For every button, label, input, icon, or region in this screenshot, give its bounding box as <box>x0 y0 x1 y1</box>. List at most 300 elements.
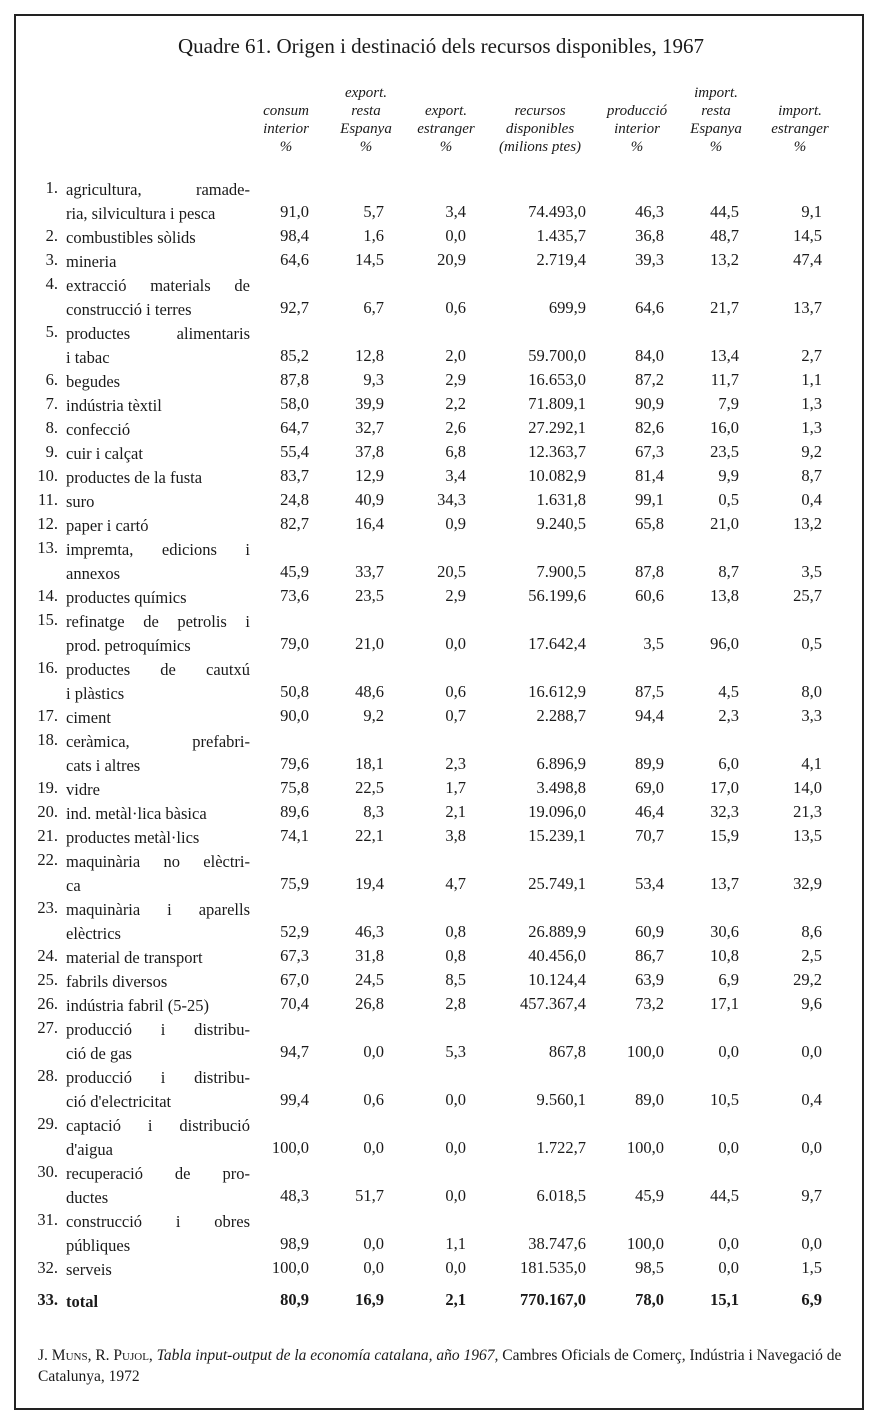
cell-value: 29,2 <box>793 970 822 989</box>
row-label-line: ceràmica, prefabri- <box>66 732 250 751</box>
row-label-line: construcció i obres <box>66 1212 250 1231</box>
row-label-line: ció d'electricitat <box>66 1092 172 1111</box>
cell-value: 0,0 <box>363 1138 384 1157</box>
cell-value: 0,5 <box>718 490 739 509</box>
table-row <box>0 778 882 802</box>
row-label-line: cats i altres <box>66 756 141 775</box>
column-header-line: resta <box>351 103 381 119</box>
table-row <box>0 850 882 895</box>
table-row <box>0 490 882 514</box>
table-row <box>0 514 882 538</box>
cell-value: 0,0 <box>445 1186 466 1205</box>
cell-value: 70,7 <box>635 826 664 845</box>
cell-value: 73,2 <box>635 994 664 1013</box>
cell-value: 32,3 <box>710 802 739 821</box>
column-header-line: % <box>709 139 723 155</box>
table-row <box>0 466 882 490</box>
cell-value: 33,7 <box>355 562 384 581</box>
row-label-line: producció i distribu- <box>66 1068 250 1087</box>
cell-value: 1,1 <box>801 370 822 389</box>
row-label <box>66 802 250 826</box>
cell-value: 64,7 <box>280 418 309 437</box>
cell-value: 13,2 <box>793 514 822 533</box>
row-label-line: begudes <box>66 372 121 391</box>
table-row <box>0 658 882 703</box>
cell-value: 59.700,0 <box>528 346 586 365</box>
source-note <box>38 1345 846 1387</box>
table-row <box>0 586 882 610</box>
source-authors: J. Muns, R. Pujol, <box>38 1347 153 1364</box>
cell-value: 2,3 <box>445 754 466 773</box>
cell-value: 1.722,7 <box>536 1138 586 1157</box>
cell-value: 39,9 <box>355 394 384 413</box>
row-label <box>66 394 250 418</box>
source-publisher: Cambres Oficials de Comerç, Indústria i Navegació de Catalunya, 1972 <box>38 1347 842 1385</box>
cell-value: 5,7 <box>363 202 384 221</box>
cell-value: 22,5 <box>355 778 384 797</box>
cell-value: 100,0 <box>626 1042 664 1061</box>
cell-value: 100,0 <box>271 1138 309 1157</box>
cell-value: 24,5 <box>355 970 384 989</box>
table-row <box>0 706 882 730</box>
cell-value: 99,4 <box>280 1090 309 1109</box>
row-label-line: prod. petroquímics <box>66 636 191 655</box>
cell-value: 2,8 <box>445 994 466 1013</box>
row-label-line: productes de cautxú <box>66 660 250 679</box>
row-number: 11. <box>37 490 58 509</box>
cell-value: 22,1 <box>355 826 384 845</box>
row-label <box>66 1018 250 1066</box>
cell-value: 9,9 <box>718 466 739 485</box>
table-row <box>0 802 882 826</box>
cell-value: 17.642,4 <box>528 634 586 653</box>
column-header-line: % <box>439 139 453 155</box>
cell-value: 0,6 <box>363 1090 384 1109</box>
cell-value: 40,9 <box>355 490 384 509</box>
cell-value: 26,8 <box>355 994 384 1013</box>
row-label-line: refinatge de petrolis i <box>66 612 250 631</box>
row-label <box>66 1258 250 1282</box>
cell-value: 79,6 <box>280 754 309 773</box>
cell-value: 46,4 <box>635 802 664 821</box>
cell-value: 100,0 <box>626 1138 664 1157</box>
cell-value: 74,1 <box>280 826 309 845</box>
cell-value: 9.560,1 <box>536 1090 586 1109</box>
cell-value: 16,0 <box>710 418 739 437</box>
cell-value: 87,8 <box>635 562 664 581</box>
cell-value: 87,8 <box>280 370 309 389</box>
cell-value: 70,4 <box>280 994 309 1013</box>
cell-value: 15.239,1 <box>528 826 586 845</box>
column-header-line: estranger <box>771 121 829 137</box>
cell-value: 94,7 <box>280 1042 309 1061</box>
row-number: 18. <box>37 730 58 749</box>
column-header-line: export. <box>424 103 468 119</box>
column-header <box>406 102 486 156</box>
cell-value: 0,6 <box>445 682 466 701</box>
cell-value: 3,5 <box>801 562 822 581</box>
row-label-line: combustibles sòlids <box>66 228 196 247</box>
cell-value: 13,5 <box>793 826 822 845</box>
cell-value: 6,8 <box>445 442 466 461</box>
row-number: 16. <box>37 658 58 677</box>
row-number: 33. <box>37 1290 58 1309</box>
row-number: 4. <box>45 274 58 293</box>
cell-value: 0,0 <box>718 1258 739 1277</box>
column-header-line: (milions ptes) <box>498 139 582 155</box>
row-label <box>66 946 250 970</box>
row-label-line: productes de la fusta <box>66 468 203 487</box>
cell-value: 1,7 <box>445 778 466 797</box>
cell-value: 11,7 <box>710 370 739 389</box>
row-label-line: indústria tèxtil <box>66 396 162 415</box>
row-number: 15. <box>37 610 58 629</box>
row-number: 31. <box>37 1210 58 1229</box>
cell-value: 26.889,9 <box>528 922 586 941</box>
cell-value: 4,7 <box>445 874 466 893</box>
cell-value: 56.199,6 <box>528 586 586 605</box>
cell-value: 9,7 <box>801 1186 822 1205</box>
cell-value: 15,9 <box>710 826 739 845</box>
cell-value: 8,7 <box>801 466 822 485</box>
row-label-line: suro <box>66 492 95 511</box>
row-label-line: indústria fabril (5-25) <box>66 996 209 1015</box>
cell-value: 7.900,5 <box>536 562 586 581</box>
cell-value: 83,7 <box>280 466 309 485</box>
column-header <box>760 102 840 156</box>
cell-value: 37,8 <box>355 442 384 461</box>
column-header-line: producció <box>606 103 668 119</box>
cell-value: 21,7 <box>710 298 739 317</box>
column-header-line: Espanya <box>690 121 742 137</box>
cell-value: 92,7 <box>280 298 309 317</box>
cell-value: 1.435,7 <box>536 226 586 245</box>
row-label <box>66 322 250 370</box>
row-label-line: producció i distribu- <box>66 1020 250 1039</box>
table-row <box>0 898 882 943</box>
row-label-line: ca <box>66 876 81 895</box>
cell-value: 0,0 <box>718 1042 739 1061</box>
cell-value: 0,7 <box>445 706 466 725</box>
cell-value: 100,0 <box>271 1258 309 1277</box>
cell-value: 47,4 <box>793 250 822 269</box>
table-row <box>0 250 882 274</box>
column-header <box>681 84 751 156</box>
cell-value: 0,8 <box>445 922 466 941</box>
cell-value: 25.749,1 <box>528 874 586 893</box>
row-label-line: públiques <box>66 1236 131 1255</box>
cell-value: 0,0 <box>363 1234 384 1253</box>
cell-value: 0,0 <box>801 1042 822 1061</box>
cell-value: 9,6 <box>801 994 822 1013</box>
cell-value: 9,3 <box>363 370 384 389</box>
table-row <box>0 1066 882 1111</box>
cell-value: 457.367,4 <box>520 994 586 1013</box>
row-number: 7. <box>45 394 58 413</box>
cell-value: 21,0 <box>355 634 384 653</box>
row-number: 6. <box>45 370 58 389</box>
cell-value: 86,7 <box>635 946 664 965</box>
cell-value: 12,9 <box>355 466 384 485</box>
cell-value: 19,4 <box>355 874 384 893</box>
column-header <box>331 84 401 156</box>
row-label-line: impremta, edicions i <box>66 540 250 559</box>
row-number: 17. <box>37 706 58 725</box>
cell-value: 3,4 <box>445 202 466 221</box>
row-label <box>66 178 250 226</box>
cell-value: 51,7 <box>355 1186 384 1205</box>
table-row <box>0 970 882 994</box>
cell-value: 0,0 <box>445 226 466 245</box>
table-row <box>0 1210 882 1255</box>
cell-value: 2,1 <box>445 802 466 821</box>
row-label <box>66 466 250 490</box>
cell-value: 96,0 <box>710 634 739 653</box>
cell-value: 87,5 <box>635 682 664 701</box>
cell-value: 2,9 <box>445 370 466 389</box>
row-number: 5. <box>45 322 58 341</box>
cell-value: 13,8 <box>710 586 739 605</box>
cell-value: 91,0 <box>280 202 309 221</box>
cell-value: 13,7 <box>710 874 739 893</box>
cell-value: 16,4 <box>355 514 384 533</box>
cell-value: 46,3 <box>355 922 384 941</box>
cell-value: 13,7 <box>793 298 822 317</box>
cell-value: 64,6 <box>280 250 309 269</box>
cell-value: 87,2 <box>635 370 664 389</box>
row-label-line: mineria <box>66 252 117 271</box>
cell-value: 89,0 <box>635 1090 664 1109</box>
cell-value: 90,9 <box>635 394 664 413</box>
row-label-line: annexos <box>66 564 121 583</box>
table-row <box>0 610 882 655</box>
row-label <box>66 274 250 322</box>
cell-value: 80,9 <box>280 1290 309 1309</box>
cell-value: 79,0 <box>280 634 309 653</box>
cell-value: 2,9 <box>445 586 466 605</box>
cell-value: 1.631,8 <box>536 490 586 509</box>
cell-value: 16,9 <box>355 1290 384 1309</box>
cell-value: 10.124,4 <box>528 970 586 989</box>
row-number: 23. <box>37 898 58 917</box>
row-number: 22. <box>37 850 58 869</box>
cell-value: 23,5 <box>710 442 739 461</box>
cell-value: 6,9 <box>718 970 739 989</box>
cell-value: 6,7 <box>363 298 384 317</box>
cell-value: 6,9 <box>801 1290 822 1309</box>
cell-value: 98,4 <box>280 226 309 245</box>
row-label-line: productes metàl·lics <box>66 828 200 847</box>
page-title: Quadre 61. Origen i destinació dels recursos disponibles, 1967 <box>177 34 705 58</box>
column-header-line: consum <box>263 103 309 119</box>
row-number: 29. <box>37 1114 58 1133</box>
cell-value: 0,5 <box>801 634 822 653</box>
row-number: 14. <box>37 586 58 605</box>
table-row <box>0 370 882 394</box>
cell-value: 0,0 <box>718 1138 739 1157</box>
row-label-line: maquinària i aparells <box>66 900 250 919</box>
cell-value: 45,9 <box>635 1186 664 1205</box>
column-header-line: disponibles <box>505 121 575 137</box>
cell-value: 0,0 <box>445 1090 466 1109</box>
cell-value: 78,0 <box>635 1290 664 1309</box>
cell-value: 32,9 <box>793 874 822 893</box>
table-row <box>0 274 882 319</box>
cell-value: 3,5 <box>643 634 664 653</box>
row-label <box>66 850 250 898</box>
row-label-line: d'aigua <box>66 1140 113 1159</box>
cell-value: 12.363,7 <box>528 442 586 461</box>
column-header-line: resta <box>701 103 731 119</box>
row-label-line: ciment <box>66 708 111 727</box>
cell-value: 71.809,1 <box>528 394 586 413</box>
cell-value: 3.498,8 <box>536 778 586 797</box>
row-label <box>66 1290 250 1314</box>
cell-value: 1,6 <box>363 226 384 245</box>
row-number: 24. <box>37 946 58 965</box>
cell-value: 8,6 <box>801 922 822 941</box>
row-label-line: elèctrics <box>66 924 121 943</box>
row-label-line: material de transport <box>66 948 203 967</box>
cell-value: 1,3 <box>801 418 822 437</box>
cell-value: 1,3 <box>801 394 822 413</box>
cell-value: 63,9 <box>635 970 664 989</box>
cell-value: 38.747,6 <box>528 1234 586 1253</box>
cell-value: 67,3 <box>635 442 664 461</box>
cell-value: 44,5 <box>710 1186 739 1205</box>
cell-value: 85,2 <box>280 346 309 365</box>
row-label <box>66 658 250 706</box>
cell-value: 67,0 <box>280 970 309 989</box>
cell-value: 9,1 <box>801 202 822 221</box>
row-number: 2. <box>45 226 58 245</box>
column-header-line: export. <box>344 85 388 101</box>
cell-value: 100,0 <box>626 1234 664 1253</box>
cell-value: 75,9 <box>280 874 309 893</box>
cell-value: 2.288,7 <box>536 706 586 725</box>
cell-value: 21,3 <box>793 802 822 821</box>
cell-value: 8,5 <box>445 970 466 989</box>
row-label <box>66 370 250 394</box>
row-label-line: paper i cartó <box>66 516 149 535</box>
column-header-line: recursos <box>514 103 566 119</box>
table-row <box>0 946 882 970</box>
row-label-line: maquinària no elèctri- <box>66 852 250 871</box>
row-label-line: extracció materials de <box>66 276 250 295</box>
cell-value: 0,0 <box>718 1234 739 1253</box>
cell-value: 699,9 <box>548 298 586 317</box>
cell-value: 0,8 <box>445 946 466 965</box>
column-header <box>246 102 326 156</box>
column-header-line: % <box>279 139 293 155</box>
cell-value: 64,6 <box>635 298 664 317</box>
cell-value: 181.535,0 <box>520 1258 586 1277</box>
row-label <box>66 418 250 442</box>
cell-value: 1,5 <box>801 1258 822 1277</box>
cell-value: 21,0 <box>710 514 739 533</box>
table-row <box>0 1162 882 1207</box>
table-row <box>0 730 882 775</box>
row-label <box>66 226 250 250</box>
cell-value: 89,9 <box>635 754 664 773</box>
cell-value: 32,7 <box>355 418 384 437</box>
cell-value: 6.896,9 <box>536 754 586 773</box>
cell-value: 30,6 <box>710 922 739 941</box>
cell-value: 18,1 <box>355 754 384 773</box>
cell-value: 2,0 <box>445 346 466 365</box>
cell-value: 60,6 <box>635 586 664 605</box>
cell-value: 99,1 <box>635 490 664 509</box>
cell-value: 9.240,5 <box>536 514 586 533</box>
cell-value: 12,8 <box>355 346 384 365</box>
source-work: Tabla input-output de la economía catalana, año 1967, <box>156 1347 499 1364</box>
row-label <box>66 490 250 514</box>
cell-value: 4,1 <box>801 754 822 773</box>
column-header <box>597 102 677 156</box>
cell-value: 48,3 <box>280 1186 309 1205</box>
cell-value: 44,5 <box>710 202 739 221</box>
column-header-line: import. <box>694 85 738 101</box>
cell-value: 15,1 <box>710 1290 739 1309</box>
cell-value: 20,9 <box>437 250 466 269</box>
column-header-line: estranger <box>417 121 475 137</box>
cell-value: 17,1 <box>710 994 739 1013</box>
cell-value: 20,5 <box>437 562 466 581</box>
cell-value: 31,8 <box>355 946 384 965</box>
row-label-line: i tabac <box>66 348 110 367</box>
cell-value: 0,0 <box>445 634 466 653</box>
row-label-line: i plàstics <box>66 684 125 703</box>
cell-value: 10.082,9 <box>528 466 586 485</box>
row-number: 30. <box>37 1162 58 1181</box>
row-label-line: serveis <box>66 1260 112 1279</box>
cell-value: 13,4 <box>710 346 739 365</box>
table-row <box>0 994 882 1018</box>
cell-value: 2,7 <box>801 346 822 365</box>
cell-value: 19.096,0 <box>528 802 586 821</box>
cell-value: 0,4 <box>801 1090 822 1109</box>
cell-value: 23,5 <box>355 586 384 605</box>
cell-value: 3,8 <box>445 826 466 845</box>
cell-value: 98,9 <box>280 1234 309 1253</box>
row-number: 26. <box>37 994 58 1013</box>
row-label-line: productes alimentaris <box>66 324 250 343</box>
row-label <box>66 994 250 1018</box>
cell-value: 6.018,5 <box>536 1186 586 1205</box>
cell-value: 2,6 <box>445 418 466 437</box>
cell-value: 46,3 <box>635 202 664 221</box>
row-number: 1. <box>45 178 58 197</box>
column-header-line: % <box>630 139 644 155</box>
cell-value: 0,0 <box>363 1258 384 1277</box>
cell-value: 17,0 <box>710 778 739 797</box>
row-number: 12. <box>37 514 58 533</box>
cell-value: 75,8 <box>280 778 309 797</box>
row-label <box>66 586 250 610</box>
row-label-line: agricultura, ramade- <box>66 180 250 199</box>
cell-value: 10,8 <box>710 946 739 965</box>
cell-value: 74.493,0 <box>528 202 586 221</box>
row-number: 10. <box>37 466 58 485</box>
cell-value: 24,8 <box>280 490 309 509</box>
cell-value: 0,0 <box>445 1138 466 1157</box>
column-header-line: interior <box>614 121 660 137</box>
column-header-line: % <box>793 139 807 155</box>
row-label-line: recuperació de pro- <box>66 1164 250 1183</box>
cell-value: 50,8 <box>280 682 309 701</box>
cell-value: 5,3 <box>445 1042 466 1061</box>
row-label-line: ind. metàl·lica bàsica <box>66 804 207 823</box>
